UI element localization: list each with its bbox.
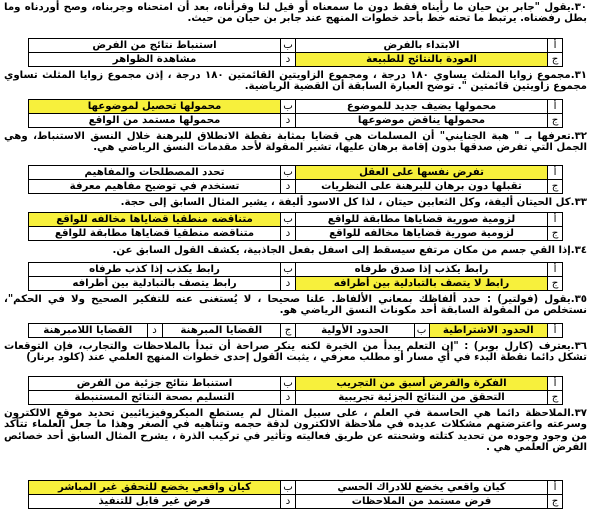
option-letter: ب — [281, 166, 296, 180]
option-letter: ب — [281, 213, 296, 227]
option-text[interactable]: الابتداء بالفرض — [296, 39, 548, 53]
option-row — [29, 227, 563, 241]
option-letter: ج — [281, 324, 296, 338]
option-letter: أ — [548, 263, 563, 277]
question-30-options — [28, 38, 563, 67]
option-letter: د — [281, 227, 296, 241]
question-33-text: ٣٣.كل الحيتان أليفة، وكل الثعابين حيتان ، لذا كل الاسود أليفة ، يشير المثال السابق إلى حجة. — [120, 197, 587, 208]
option-text[interactable]: تحدد المصطلحات والمفاهيم — [29, 166, 281, 180]
option-letter: ب — [281, 377, 296, 391]
option-row — [29, 263, 563, 277]
option-text[interactable]: محمولها مستمد من الواقع — [29, 114, 281, 128]
option-letter: أ — [548, 100, 563, 114]
option-letter: أ — [548, 39, 563, 53]
option-letter: د — [281, 180, 296, 194]
question-36-options — [28, 376, 563, 405]
option-letter: د — [281, 53, 296, 67]
option-letter: د — [147, 324, 162, 338]
question-31-options — [28, 99, 563, 128]
question-36-text: ٣٦.يعترف (كارل بوبر) : "إن التعلم يبدأ من الخبرة لكنه ينكر صراحة أن تبدأ بالملاحظات والتجارب، فإن التوقعات تشكل دائما نقطة البدء في أي مسار أو مطلب معرفي ، يثبت القول إحدى خطوات المنهج العلمي عند (كلود برنار) — [4, 341, 587, 364]
option-letter: د — [281, 277, 296, 291]
option-letter: أ — [548, 377, 563, 391]
option-text-correct[interactable]: كيان واقعي يخضع للتحقق غير المباشر — [29, 481, 281, 495]
option-row — [29, 277, 563, 291]
option-text[interactable]: تقبلها دون برهان للبرهنة على النظريات — [296, 180, 548, 194]
option-text[interactable]: فرض غير قابل للتنفيذ — [29, 495, 281, 509]
option-text[interactable]: رابط يتصف بالتبادلية بين أطرافه — [29, 277, 281, 291]
question-37-text: ٣٧.الملاحظة دائما هي الحاسمة في العلم ، على سبيل المثال لم يستطع الميكروفيزيائيين تحديد موقع الالكترون وسرعته واعترضتهم مشكلات عديده في ملاحظة الالكترون لدقة حجمه وتناهيه في الصغر وهذا ما جعل العلماء تتأكد من وجود وجوده من تحديد كتلته وشحنته عن طريق فعاليته وتأثير في تركيب الذرة ، يشرح المثال السابق أحد خصائص الفرض العلمي هي . — [4, 408, 587, 453]
option-letter: ب — [414, 324, 429, 338]
option-row — [29, 391, 563, 405]
question-35-options — [28, 323, 563, 338]
question-32-options — [28, 165, 563, 194]
option-text[interactable]: التسليم بصحة النتائج المستنبطة — [29, 391, 281, 405]
option-letter: ج — [548, 495, 563, 509]
option-text[interactable]: الحدود الأولية — [296, 324, 415, 338]
option-text-correct[interactable]: محمولها تحصيل لموضوعها — [29, 100, 281, 114]
option-row — [29, 377, 563, 391]
option-text[interactable]: استنباط نتائج من الفرض — [29, 39, 281, 53]
option-text-correct[interactable]: تفرض نفسها على العقل — [296, 166, 548, 180]
option-row — [29, 100, 563, 114]
option-text[interactable]: رابط يكذب إذا كذب طرفاه — [29, 263, 281, 277]
option-text-correct[interactable]: رابط لا يتصف بالتبادلية بين أطرافه — [296, 277, 548, 291]
option-row — [29, 39, 563, 53]
option-text[interactable]: لزومية صورية قضاياها مخالفه للواقع — [296, 227, 548, 241]
option-letter: أ — [548, 213, 563, 227]
option-letter: ج — [548, 391, 563, 405]
option-letter: ب — [281, 100, 296, 114]
option-text[interactable]: استنباط نتائج جزئية من الفرض — [29, 377, 281, 391]
option-text[interactable]: التحقق من النتائج الجزئية تجريبية — [296, 391, 548, 405]
option-text[interactable]: محمولها يناقض موضوعها — [296, 114, 548, 128]
option-letter: أ — [548, 481, 563, 495]
option-row — [29, 53, 563, 67]
option-text[interactable]: كيان واقعي يخضع للادراك الحسي — [296, 481, 548, 495]
option-text[interactable]: القضايا اللامبرهنة — [29, 324, 148, 338]
option-row — [29, 166, 563, 180]
option-letter: أ — [548, 166, 563, 180]
option-text-correct[interactable]: الحدود الاشتراطية — [429, 324, 548, 338]
option-letter: د — [281, 495, 296, 509]
option-text[interactable]: القضايا المبرهنة — [162, 324, 281, 338]
option-text-correct[interactable]: العودة بالنتائج للطبيعة — [296, 53, 548, 67]
option-text-correct[interactable]: الفكرة والفرض أسبق من التجريب — [296, 377, 548, 391]
question-30-text: ٣٠.يقول "جابر بن حيان ما رأيناه فقط دون ما سمعناه أو قيل لنا وقرأناه، بعد أن امتحناه وجربناه، وصح أوردناه وما بطل رفضناه. يرتبط ما تحته خط بأحد خطوات المنهج عند جابر بن حيان من حيث. — [4, 2, 587, 25]
option-text[interactable]: لزومية صورية قضاياها مطابقة للواقع — [296, 213, 548, 227]
option-row — [29, 495, 563, 509]
option-text[interactable]: مشاهدة الظواهر — [29, 53, 281, 67]
question-35-text: ٣٥.يقول (فولتير) : حدد ألفاظك بمعاني الألفاظ. علنا صحيحا ، لا يُستغنى عنه للتفكير الصحيح ولا في الحكم"، نستخلص من المقولة السابقة أحد مكونات النسق الرياضي هو. — [4, 294, 587, 317]
question-34-options — [28, 262, 563, 291]
option-row — [29, 324, 563, 338]
option-letter: د — [281, 391, 296, 405]
option-letter: ب — [281, 481, 296, 495]
option-letter: ج — [548, 53, 563, 67]
option-letter: أ — [548, 324, 563, 338]
option-letter: ج — [548, 277, 563, 291]
question-37-options — [28, 480, 563, 509]
question-34-text: ٣٤.إذا القي جسم من مكان مرتفع سيسقط إلى اسفل بفعل الجاذبية، يكشف القول السابق عن. — [112, 245, 587, 256]
question-32-text: ٣٢.تعرفها بـ " هبة الجنايني" أن المسلمات هي قضايا بمثابة نقطة الانطلاق للبرهنة خلال النسق الاستنباط، وهي الجمل التي تفرض صدقها بدون إقامة برهان عليها، تشير المقولة لأحد مقدمات النسق الرياضي هي. — [4, 131, 587, 154]
option-text[interactable]: رابط يكذب إذا صدق طرفاه — [296, 263, 548, 277]
option-letter: ب — [281, 39, 296, 53]
option-text[interactable]: متناقضه منطقيا قضاياها مطابقة للواقع — [29, 227, 281, 241]
option-row — [29, 180, 563, 194]
option-text[interactable]: محمولها يضيف جديد للموضوع — [296, 100, 548, 114]
option-letter: ج — [548, 114, 563, 128]
option-text[interactable]: فرض مستمد من الملاحظات — [296, 495, 548, 509]
option-text[interactable]: تستخدم في توضيح مفاهيم معرفة — [29, 180, 281, 194]
option-letter: د — [281, 114, 296, 128]
option-row — [29, 213, 563, 227]
option-letter: ج — [548, 180, 563, 194]
option-row — [29, 481, 563, 495]
option-letter: ج — [548, 227, 563, 241]
question-31-text: ٣١.مجموع زوايا المثلث يساوي ١٨٠ درجة ، ومجموع الزاويتين القائمتين ١٨٠ درجة ، إذن مجموع زوايا المثلث تساوي مجموع زاويتين قائمتين ". توضح العبارة السابقة أن القضية الرياضية. — [4, 70, 587, 93]
option-row — [29, 114, 563, 128]
question-33-options — [28, 212, 563, 241]
option-letter: ب — [281, 263, 296, 277]
option-text-correct[interactable]: متناقضه منطقيا قضاياها مخالفه للواقع — [29, 213, 281, 227]
